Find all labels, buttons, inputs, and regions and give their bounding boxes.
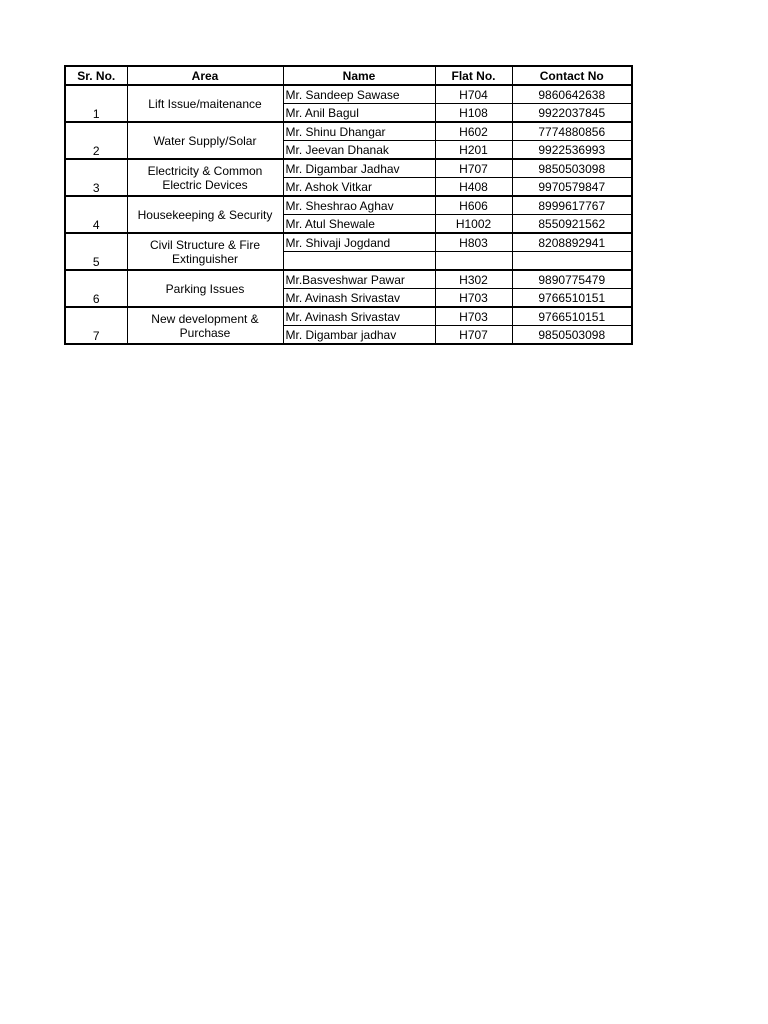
contact-cell: 9922037845: [512, 104, 632, 123]
flat-cell: H703: [435, 289, 512, 308]
name-cell: Mr. Sheshrao Aghav: [283, 196, 435, 215]
sr-no-cell: 6: [65, 270, 127, 307]
flat-cell: H108: [435, 104, 512, 123]
table-row: [65, 233, 632, 252]
contact-cell: 8550921562: [512, 215, 632, 234]
name-cell: [283, 252, 435, 271]
header-area: Area: [127, 66, 283, 85]
contact-cell: 9766510151: [512, 307, 632, 326]
name-cell: Mr. Anil Bagul: [283, 104, 435, 123]
flat-cell: H707: [435, 159, 512, 178]
contact-cell: 9850503098: [512, 159, 632, 178]
sr-no-cell: 1: [65, 85, 127, 122]
flat-cell: H602: [435, 122, 512, 141]
name-cell: Mr. Jeevan Dhanak: [283, 141, 435, 160]
table-row: [65, 270, 632, 289]
sr-no-cell: 3: [65, 159, 127, 196]
name-cell: Mr. Digambar jadhav: [283, 326, 435, 345]
name-cell: Mr. Shinu Dhangar: [283, 122, 435, 141]
contact-cell: 9850503098: [512, 326, 632, 345]
contact-cell: 9860642638: [512, 85, 632, 104]
table-row: [65, 307, 632, 326]
table-row: [65, 85, 632, 104]
area-cell: Water Supply/Solar: [127, 122, 283, 159]
contact-cell: 9922536993: [512, 141, 632, 160]
name-cell: Mr.Basveshwar Pawar: [283, 270, 435, 289]
name-cell: Mr. Avinash Srivastav: [283, 307, 435, 326]
name-cell: Mr. Digambar Jadhav: [283, 159, 435, 178]
name-cell: Mr. Ashok Vitkar: [283, 178, 435, 197]
header-contact-no: Contact No: [512, 66, 632, 85]
sr-no-cell: 7: [65, 307, 127, 344]
table-row: [65, 159, 632, 178]
name-cell: Mr. Shivaji Jogdand: [283, 233, 435, 252]
name-cell: Mr. Atul Shewale: [283, 215, 435, 234]
contact-cell: 9890775479: [512, 270, 632, 289]
sr-no-cell: 4: [65, 196, 127, 233]
name-cell: Mr. Sandeep Sawase: [283, 85, 435, 104]
flat-cell: H707: [435, 326, 512, 345]
area-cell: Housekeeping & Security: [127, 196, 283, 233]
flat-cell: H803: [435, 233, 512, 252]
flat-cell: H606: [435, 196, 512, 215]
flat-cell: H1002: [435, 215, 512, 234]
area-cell: Electricity & Common Electric Devices: [127, 159, 283, 196]
table-row: [65, 196, 632, 215]
header-name: Name: [283, 66, 435, 85]
flat-cell: H703: [435, 307, 512, 326]
contact-cell: [512, 252, 632, 271]
area-cell: Parking Issues: [127, 270, 283, 307]
name-cell: Mr. Avinash Srivastav: [283, 289, 435, 308]
contact-cell: 9766510151: [512, 289, 632, 308]
table-row: [65, 122, 632, 141]
sr-no-cell: 5: [65, 233, 127, 270]
sr-no-cell: 2: [65, 122, 127, 159]
header-row: [65, 66, 632, 85]
flat-cell: H408: [435, 178, 512, 197]
flat-cell: H302: [435, 270, 512, 289]
flat-cell: [435, 252, 512, 271]
flat-cell: H704: [435, 85, 512, 104]
contact-cell: 8999617767: [512, 196, 632, 215]
header-flat-no: Flat No.: [435, 66, 512, 85]
area-cell: Lift Issue/maitenance: [127, 85, 283, 122]
contact-cell: 9970579847: [512, 178, 632, 197]
contact-table: [64, 65, 633, 345]
contact-cell: 7774880856: [512, 122, 632, 141]
flat-cell: H201: [435, 141, 512, 160]
header-sr-no: Sr. No.: [65, 66, 127, 85]
contact-cell: 8208892941: [512, 233, 632, 252]
area-cell: New development & Purchase: [127, 307, 283, 344]
area-cell: Civil Structure & Fire Extinguisher: [127, 233, 283, 270]
